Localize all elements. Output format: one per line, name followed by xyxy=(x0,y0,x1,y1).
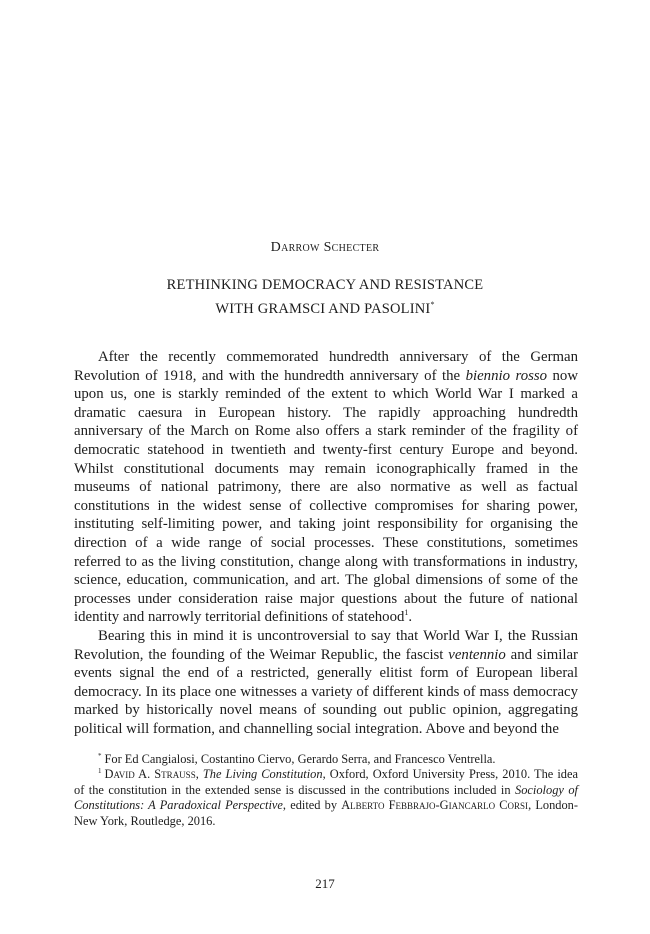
paragraph-2: Bearing this in mind it is uncontroversial to say that World War I, the Russian Revolution, the founding of the Weimar Republic, the fascist ventennio and similar events signal the end of a restricted, generally elitist form of European liberal democracy. In its place one witnesses a variety of different kinds of mass democracy marked by historically novel means of sounding out public opinion, aggregating political will formation, and channelling social integration. Above and beyond the xyxy=(74,627,578,737)
paragraph-1: After the recently commemorated hundredth anniversary of the German Revolution of 1918, and with the hundredth anniversary of the biennio rosso now upon us, one is starkly reminded of the extent to which World War I marked a dramatic caesura in European history. The rapidly approaching hundredth anniversary of the March on Rome also offers a stark reminder of the fragility of democratic statehood in twentieth and twenty-first century Europe and beyond. Whilst constitutional documents may remain iconographically framed in the museums of national patrimony, there are also normative as well as factual constitutions in the widest sense of collective compromises for sharing power, instituting self-limiting power, and taking joint responsibility for organising the direction of a wide range of social processes. These constitutions, sometimes referred to as the living constitution, change along with transformations in industry, science, education, communication, and art. The global dimensions of some of the processes under consideration raise major questions about the future of national identity and narrowly territorial definitions of statehood$^1$. xyxy=(74,349,579,626)
page-number: 217 xyxy=(315,876,335,891)
footnote-ref-1[interactable]: 1 xyxy=(404,608,409,618)
footnote-1: $^1$ David A. Strauss, The Living Constitution, Oxford, Oxford University Press, 2010. The idea of the constitution in the extended sense is discussed in the contributions included in Sociology of Constitutions: A Paradoxical Perspective, edited by Alberto Febbrajo-Giancarlo Corsi, London-New York, Routledge, 2016. xyxy=(74,767,579,828)
title-line-2: WITH GRAMSCI AND PASOLINI* xyxy=(215,300,435,317)
footnotes xyxy=(74,752,578,829)
title-note-mark[interactable]: * xyxy=(430,300,435,309)
footnote-star: * For Ed Cangialosi, Costantino Ciervo, Gerardo Serra, and Francesco Ventrella. xyxy=(98,751,496,766)
body-text xyxy=(74,348,578,738)
article-title xyxy=(0,276,650,319)
title-line-1: RETHINKING DEMOCRACY AND RESISTANCE xyxy=(166,277,484,293)
author-name: Darrow Schecter xyxy=(270,240,380,255)
